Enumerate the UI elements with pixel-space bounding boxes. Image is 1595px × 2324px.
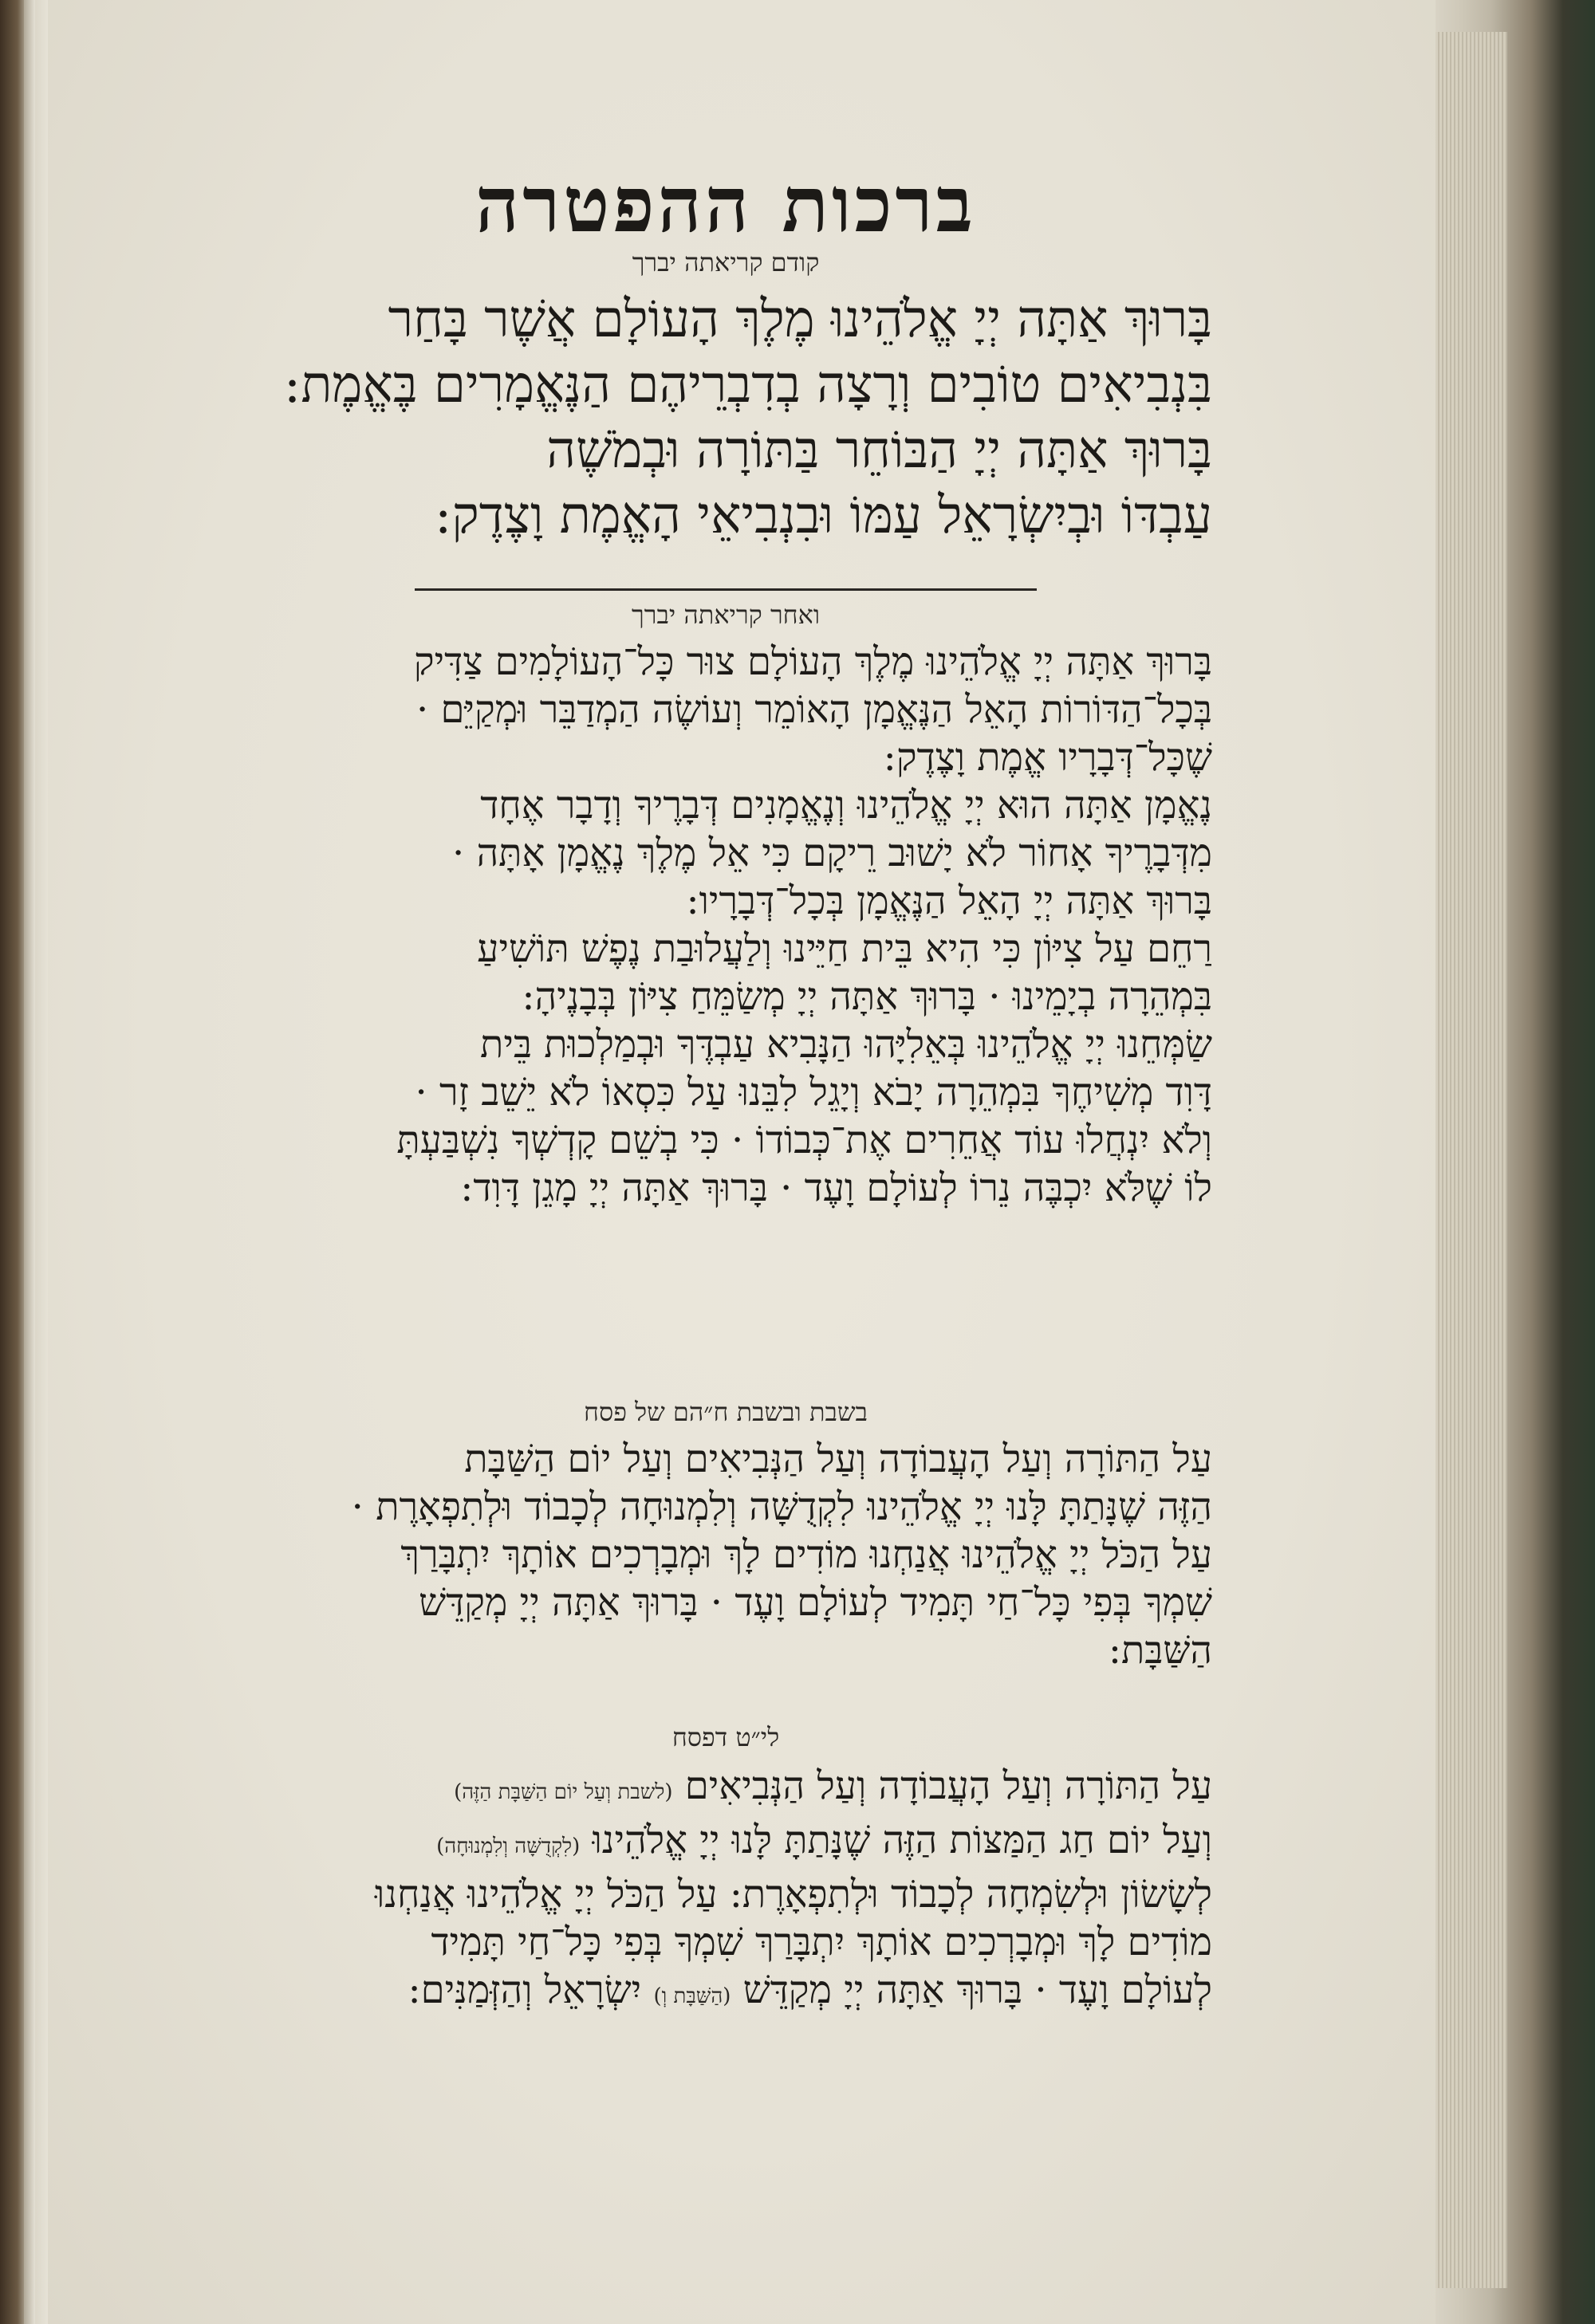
text-segment: וְעַל יוֹם חַג הַמַּצּוֹת הַזֶּה שֶׁנָּתַתָּ לָּנוּ יְיָ אֱלֹהֵינוּ xyxy=(592,1818,1212,1862)
text-line: עַל הַכֹּל יְיָ אֱלֹהֵינוּ אֲנַחְנוּ מוֹדִים לָךְ וּמְבָרְכִים אוֹתָךְ יִתְבָּרַךְ xyxy=(400,1532,1212,1577)
section-divider xyxy=(415,588,1037,591)
text-line: מוֹדִים לָךְ וּמְבָרְכִים אוֹתָךְ יִתְבָּרַךְ שִׁמְךָ בְּפִי כָּל־חַי תָּמִיד xyxy=(431,1920,1212,1964)
text-line: הַשַּׁבָּת: xyxy=(1108,1628,1212,1673)
section1-caption: קודם קריאתה יברך xyxy=(632,247,820,277)
text-segment: יִשְׂרָאֵל וְהַזְּמַנִּים: xyxy=(408,1968,642,2012)
text-line: מִדְּבָרֶיךָ אָחוֹר לֹא יָשׁוּב רֵיקָם כִּי אֵל מֶלֶךְ נֶאֱמָן אָתָּה · xyxy=(452,831,1212,875)
text-line: רַחֵם עַל צִיּוֹן כִּי הִיא בֵּית חַיֵּינוּ וְלַעֲלוּבַת נֶפֶשׁ תּוֹשִׁיעַ xyxy=(477,926,1212,971)
text-line: לוֹ שֶׁלֹּא יִכְבֶּה נֵרוֹ לְעוֹלָם וָעֶד · בָּרוּךְ אַתָּה יְיָ מָגֵן דָּוִד: xyxy=(460,1166,1212,1210)
text-line: בָּרוּךְ אַתָּה יְיָ הַבּוֹחֵר בַּתּוֹרָה וּבְמֹשֶׁה xyxy=(546,421,1212,480)
inline-note: (לִקְדֻשָּׁה וְלִמְנוּחָה) xyxy=(436,1834,581,1858)
text-segment: לְעוֹלָם וָעֶד · בָּרוּךְ אַתָּה יְיָ מְקַדֵּשׁ xyxy=(742,1968,1212,2012)
text-line xyxy=(72,1816,1212,1870)
inline-note: (הַשַּׁבָּת וְ) xyxy=(653,1984,731,2008)
text-line: נֶאֱמָן אַתָּה הוּא יְיָ אֱלֹהֵינוּ וְנֶאֱמָנִים דְּבָרֶיךָ וְדָבָר אֶחָד xyxy=(480,783,1212,828)
text-line: שִׁמְךָ בְּפִי כָּל־חַי תָּמִיד לְעוֹלָם וָעֶד · בָּרוּךְ אַתָּה יְיָ מְקַדֵּשׁ xyxy=(419,1580,1212,1625)
text-line: בָּרוּךְ אַתָּה יְיָ אֱלֹהֵינוּ מֶלֶךְ הָעוֹלָם אֲשֶׁר בָּחַר xyxy=(388,290,1212,349)
text-line: הַזֶּה שֶׁנָּתַתָּ לָּנוּ יְיָ אֱלֹהֵינוּ לִקְדֻשָּׁה וְלִמְנוּחָה לְכָבוֹד וּלְתִפְאָרֶת · xyxy=(351,1484,1212,1529)
text-line: שַׂמְּחֵנוּ יְיָ אֱלֹהֵינוּ בְּאֵלִיָּהוּ הַנָּבִיא עַבְדֶּךָ וּבְמַלְכוּת בֵּית xyxy=(480,1022,1212,1067)
book-gutter xyxy=(24,0,35,2324)
section1-text xyxy=(72,287,1212,549)
text-segment: עַל הַתּוֹרָה וְעַל הָעֲבוֹדָה וְעַל הַנְּבִיאִים xyxy=(684,1764,1212,1808)
inline-note: (לשבת וְעַל יוֹם הַשַּׁבָּת הַזֶּה) xyxy=(454,1780,673,1804)
page-title: ברכות ההפטרה xyxy=(475,159,976,250)
section2-caption: ואחר קריאתה יברך xyxy=(632,600,820,630)
text-line xyxy=(72,1966,1212,2020)
text-line: דָּוִד מְשִׁיחֶךָ בִּמְהֵרָה יָבֹא וְיָגֵל לִבֵּנוּ עַל כִּסְאוֹ לֹא יֵשֵׁב זָר · xyxy=(415,1070,1212,1115)
text-line: בָּרוּךְ אַתָּה יְיָ הָאֵל הַנֶּאֱמָן בְּכָל־דְּבָרָיו: xyxy=(686,879,1212,923)
text-line: בִּנְבִיאִים טוֹבִים וְרָצָה בְדִבְרֵיהֶם הַנֶּאֱמָרִים בֶּאֱמֶת: xyxy=(283,356,1212,415)
page-edges xyxy=(1436,32,1507,2288)
text-line xyxy=(72,1762,1212,1816)
text-line: בְּכָל־הַדּוֹרוֹת הָאֵל הַנֶּאֱמָן הָאוֹמֵר וְעוֹשֶׂה הַמְדַבֵּר וּמְקַיֵּם · xyxy=(415,687,1212,732)
section3-text xyxy=(72,1435,1212,1674)
text-line: בָּרוּךְ אַתָּה יְיָ אֱלֹהֵינוּ מֶלֶךְ הָעוֹלָם צוּר כָּל־הָעוֹלָמִים צַדִּיק xyxy=(413,639,1212,684)
text-line: לְשָׂשׂוֹן וּלְשִׂמְחָה לְכָבוֹד וּלְתִפְאָרֶת: עַל הַכֹּל יְיָ אֱלֹהֵינוּ אֲנַחְנוּ xyxy=(375,1872,1212,1917)
text-line: עַבְדּוֹ וּבְיִשְׂרָאֵל עַמּוֹ וּבִנְבִיאֵי הָאֱמֶת וָצֶדֶק: xyxy=(434,486,1212,545)
section2-text xyxy=(72,638,1212,1212)
text-line: וְלֹא יִנְחֲלוּ עוֹד אֲחֵרִים אֶת־כְּבוֹדוֹ · כִּי בְשֵׁם קָדְשְׁךָ נִשְׁבַּעְתָּ xyxy=(396,1118,1212,1162)
text-line: עַל הַתּוֹרָה וְעַל הָעֲבוֹדָה וְעַל הַנְּבִיאִים וְעַל יוֹם הַשַּׁבָּת xyxy=(464,1437,1212,1481)
section4-caption: לי״ט דפסח xyxy=(671,1722,780,1752)
section3-caption: בשבת ובשבת ח״הם של פסח xyxy=(584,1397,868,1427)
section4-text xyxy=(72,1762,1212,2020)
text-line: בִּמְהֵרָה בְיָמֵינוּ · בָּרוּךְ אַתָּה יְיָ מְשַׂמֵּחַ צִיּוֹן בְּבָנֶיהָ: xyxy=(522,974,1212,1019)
text-line: שֶׁכָּל־דְּבָרָיו אֱמֶת וָצֶדֶק: xyxy=(883,735,1212,780)
